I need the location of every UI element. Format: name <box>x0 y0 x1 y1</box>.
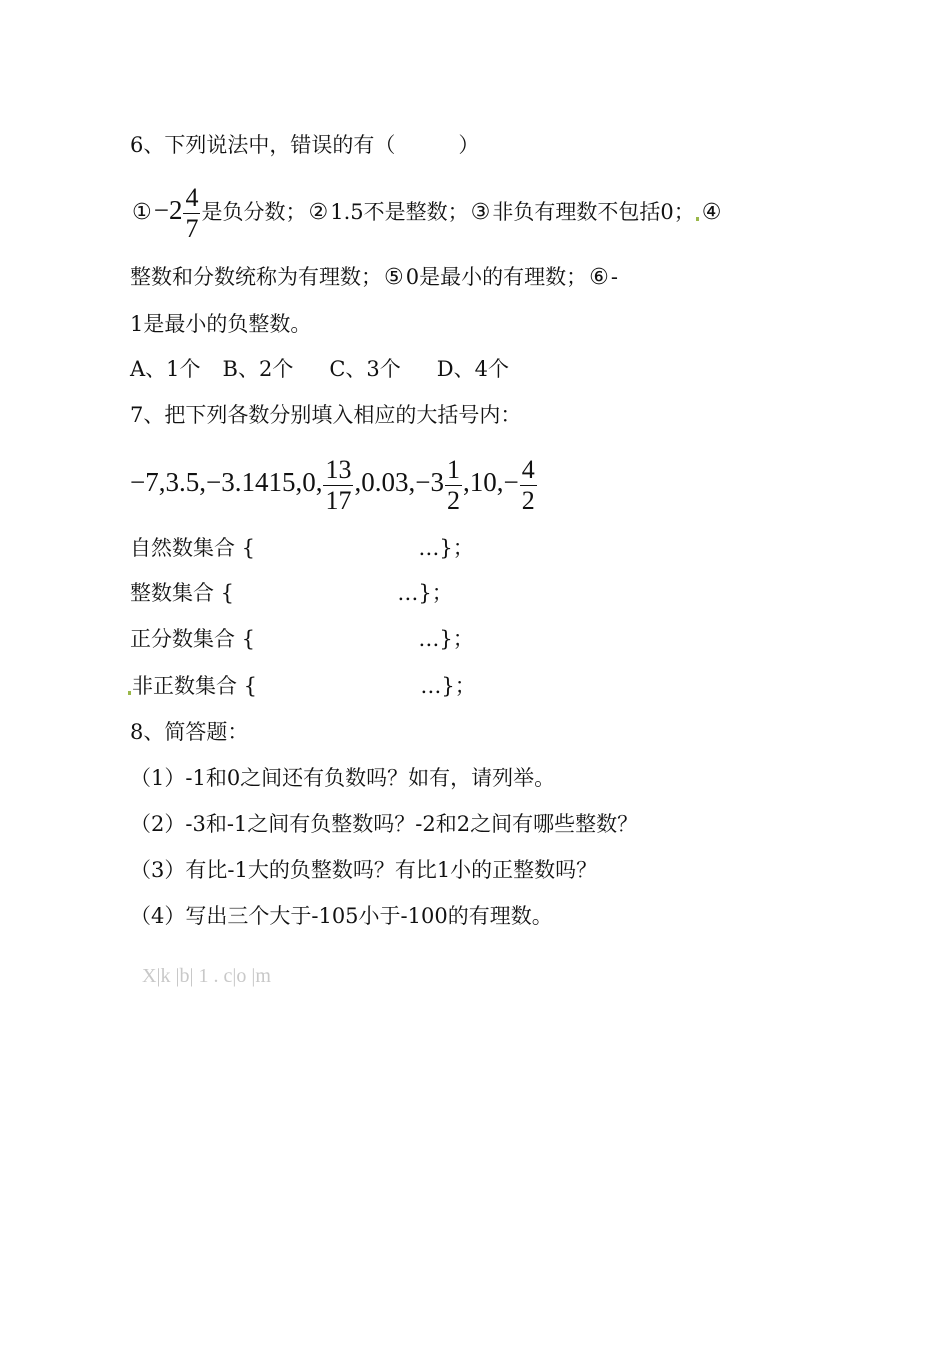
statement-6-cont: 1是最小的负整数。 <box>130 312 312 336</box>
statement-2-text: 1.5不是整数； <box>330 200 469 224</box>
statement-6-text: - <box>610 265 618 289</box>
q7-number-list <box>130 450 538 516</box>
q6-options <box>130 354 509 384</box>
q8-title: 8、简答题： <box>130 720 249 744</box>
statement-5-text: 0是最小的有理数； <box>405 265 588 289</box>
watermark: X|k |b| 1 . c|o |m <box>142 965 271 987</box>
set-integers <box>130 578 453 608</box>
set-label: 非正数集合 { <box>132 674 258 698</box>
circle-3: ③ <box>470 200 491 225</box>
q7-title: 7、把下列各数分别填入相应的大括号内： <box>130 403 522 427</box>
statement-3-text: 非负有理数不包括0； <box>492 200 695 224</box>
mixed-number-whole: −2 <box>153 195 183 225</box>
fraction-4-2: $\frac{4}{2}$ <box>521 455 535 515</box>
circle-4: ④ <box>701 200 722 225</box>
statement-1-text: 是负分数； <box>201 200 307 224</box>
set-natural-numbers <box>130 533 474 563</box>
set-end: …}； <box>420 674 476 698</box>
circle-5: ⑤ <box>384 265 404 290</box>
q8-item-1: （1）-1和0之间还有负数吗？如有，请列举。 <box>130 766 556 790</box>
q6-statements-line2 <box>130 262 618 292</box>
option-b[interactable]: B、2个 <box>222 357 294 381</box>
option-c[interactable]: C、3个 <box>329 357 401 381</box>
numbers-part-b: ,0.03,−3 <box>354 467 444 497</box>
circle-2: ② <box>308 200 329 225</box>
set-end: …}； <box>418 627 474 651</box>
stray-mark <box>696 217 699 221</box>
set-positive-fractions <box>130 624 474 654</box>
q8-item-2: （2）-3和-1之间有负整数吗？-2和2之间有哪些整数？ <box>130 812 639 836</box>
circle-6: ⑥ <box>589 265 609 290</box>
q6-statements-line3 <box>130 309 311 339</box>
stray-mark <box>128 691 131 695</box>
q8-item-3: （3）有比-1大的负整数吗？有比1小的正整数吗？ <box>130 858 598 882</box>
set-label: 自然数集合 { <box>130 536 256 560</box>
option-d[interactable]: D、4个 <box>436 357 509 381</box>
fraction-1-2: $\frac{1}{2}$ <box>446 455 460 515</box>
set-label: 正分数集合 { <box>130 627 256 651</box>
numbers-part-c: ,10,− <box>462 467 519 497</box>
q6-title: 6、下列说法中，错误的有（ ） <box>130 133 480 157</box>
q6-statements-line1 <box>130 180 723 244</box>
set-label: 整数集合 { <box>130 581 235 605</box>
statement-4-text: 整数和分数统称为有理数； <box>130 265 382 289</box>
set-end: …}； <box>397 581 453 605</box>
set-non-positive <box>127 671 476 701</box>
fraction-13-17: $\frac{13}{17}$ <box>325 455 352 515</box>
fraction-4-7: $\frac{4}{7}$ <box>185 183 199 243</box>
circle-1: ① <box>132 200 152 225</box>
numbers-part-a: −7,3.5,−3.1415,0, <box>130 467 323 497</box>
q8-item-4: （4）写出三个大于-105小于-100的有理数。 <box>130 904 553 928</box>
option-a[interactable]: A、1个 <box>130 357 201 381</box>
set-end: …}； <box>418 536 474 560</box>
